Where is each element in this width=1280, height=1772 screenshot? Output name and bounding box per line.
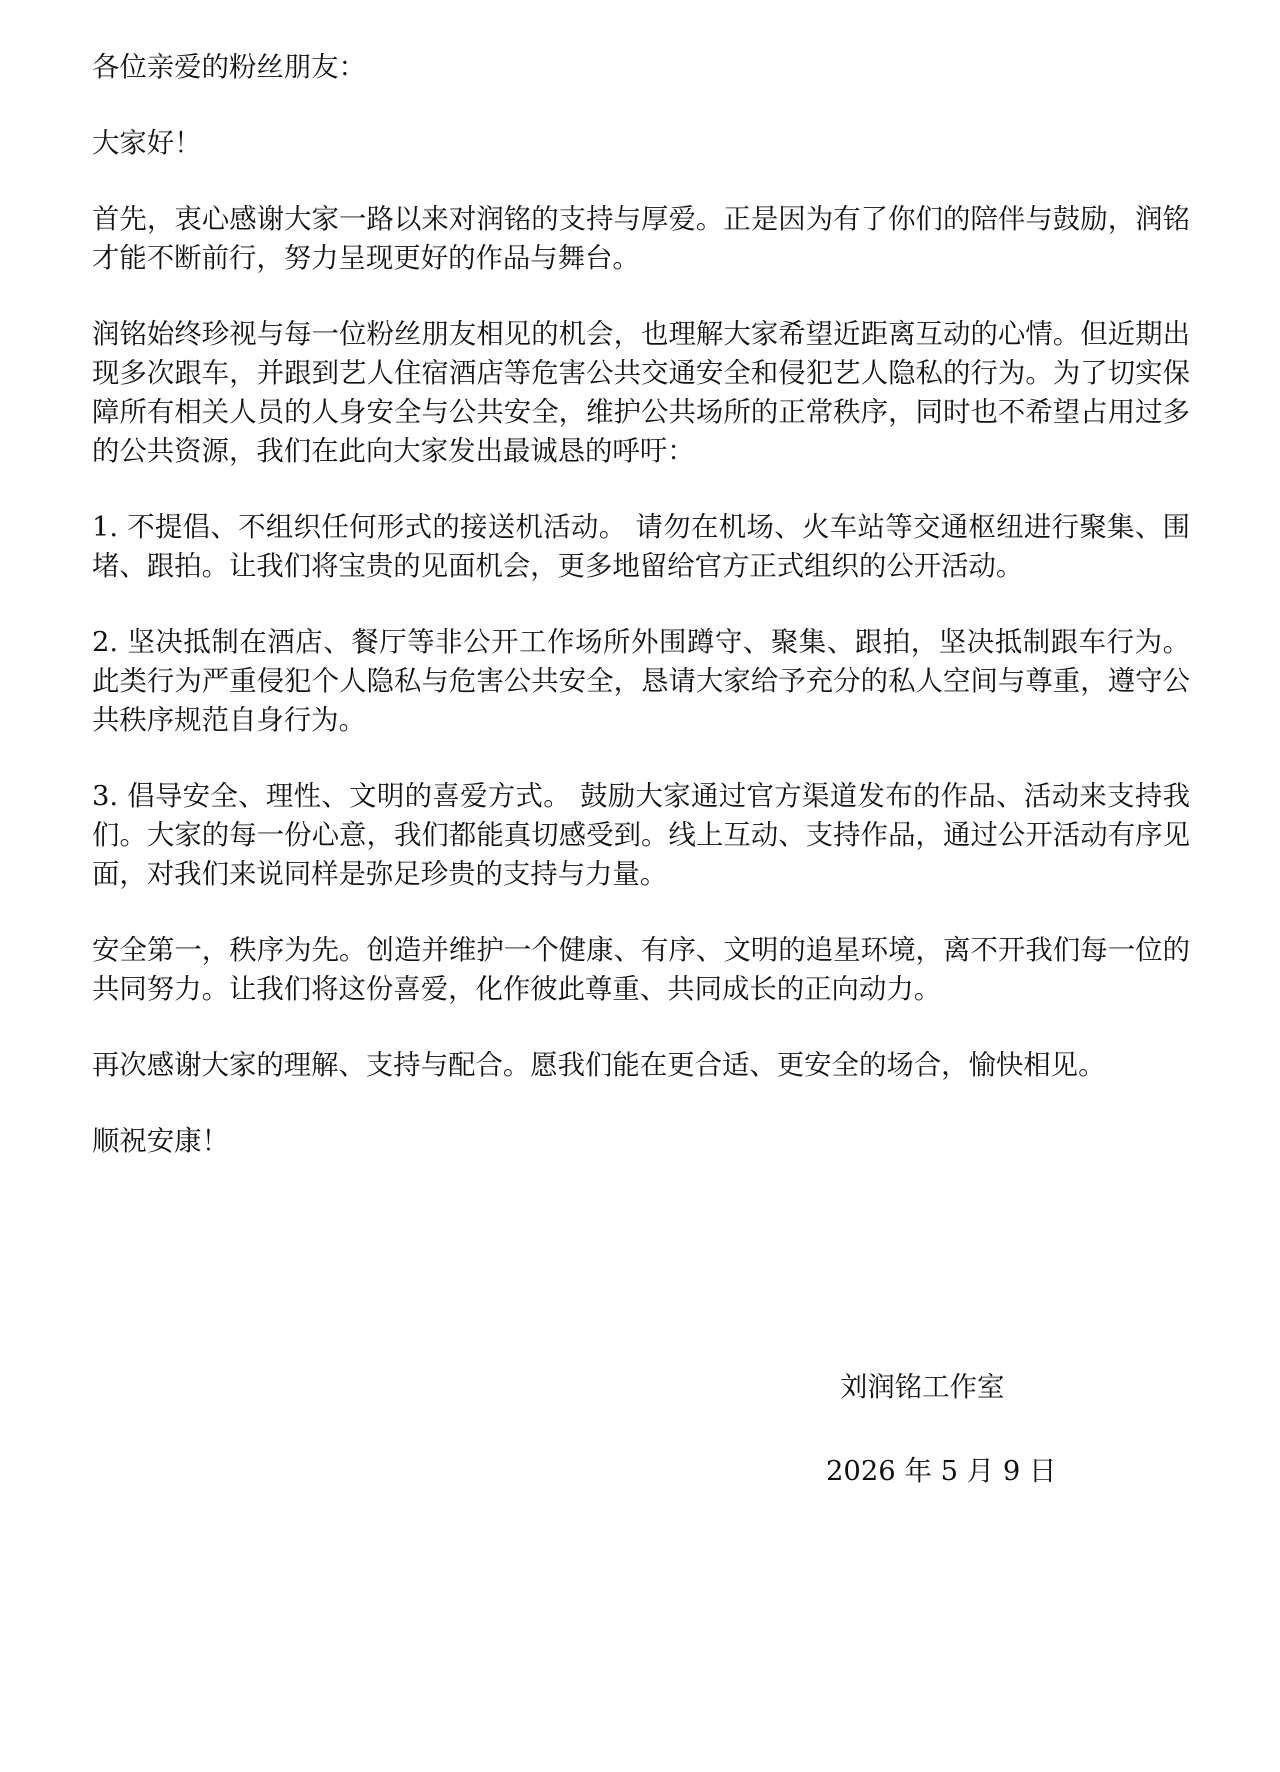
- regards: 顺祝安康！: [92, 1126, 229, 1157]
- appeal-item-text: 倡导安全、理性、文明的喜爱方式。 鼓励大家通过官方渠道发布的作品、活动来支持我们。大家的每一份心意，我们都能真切感受到。线上互动、支持作品，通过公开活动有序见面，对我们来说同样是弥足珍贵的支持与力量。: [92, 781, 1190, 890]
- appeal-item-1: [92, 508, 1190, 586]
- greeting: 大家好！: [92, 128, 202, 159]
- appeal-item-number: 2.: [92, 627, 119, 658]
- date: [826, 1452, 1056, 1491]
- date-day-unit: 日: [1029, 1456, 1057, 1487]
- date-year-unit: 年: [904, 1456, 932, 1487]
- signature: 刘润铭工作室: [840, 1372, 1005, 1403]
- appeal-item-text: 不提倡、不组织任何形式的接送机活动。 请勿在机场、火车站等交通枢纽进行聚集、围堵、跟拍。让我们将宝贵的见面机会，更多地留给官方正式组织的公开活动。: [92, 512, 1190, 582]
- date-year: 2026: [826, 1456, 896, 1487]
- letter-body: [92, 48, 1190, 1161]
- appeal-item-number: 1.: [92, 512, 119, 543]
- paragraph-thanks-again: 再次感谢大家的理解、支持与配合。愿我们能在更合适、更安全的场合，愉快相见。: [92, 1050, 1106, 1081]
- salutation: 各位亲爱的粉丝朋友：: [92, 52, 366, 83]
- date-month: 5: [940, 1456, 958, 1487]
- appeal-item-text: 坚决抵制在酒店、餐厅等非公开工作场所外围蹲守、聚集、跟拍，坚决抵制跟车行为。 此类行为严重侵犯个人隐私与危害公共安全，恳请大家给予充分的私人空间与尊重，遵守公共秩序规范自身行为。: [92, 627, 1190, 736]
- date-month-unit: 月: [966, 1456, 995, 1487]
- paragraph-thanks: 首先，衷心感谢大家一路以来对润铭的支持与厚爱。正是因为有了你们的陪伴与鼓励，润铭才能不断前行，努力呈现更好的作品与舞台。: [92, 204, 1190, 274]
- paragraph-safety: 安全第一，秩序为先。创造并维护一个健康、有序、文明的追星环境，离不开我们每一位的共同努力。让我们将这份喜爱，化作彼此尊重、共同成长的正向动力。: [92, 935, 1190, 1005]
- appeal-item-2: [92, 623, 1190, 740]
- paragraph-appeal: 润铭始终珍视与每一位粉丝朋友相见的机会，也理解大家希望近距离互动的心情。但近期出现多次跟车，并跟到艺人住宿酒店等危害公共交通安全和侵犯艺人隐私的行为。为了切实保障所有相关人员的人身安全与公共安全，维护公共场所的正常秩序，同时也不希望占用过多的公共资源，我们在此向大家发出最诚恳的呼吁：: [92, 319, 1190, 467]
- date-day: 9: [1002, 1456, 1021, 1487]
- appeal-item-3: [92, 777, 1190, 894]
- appeal-item-number: 3.: [92, 781, 119, 812]
